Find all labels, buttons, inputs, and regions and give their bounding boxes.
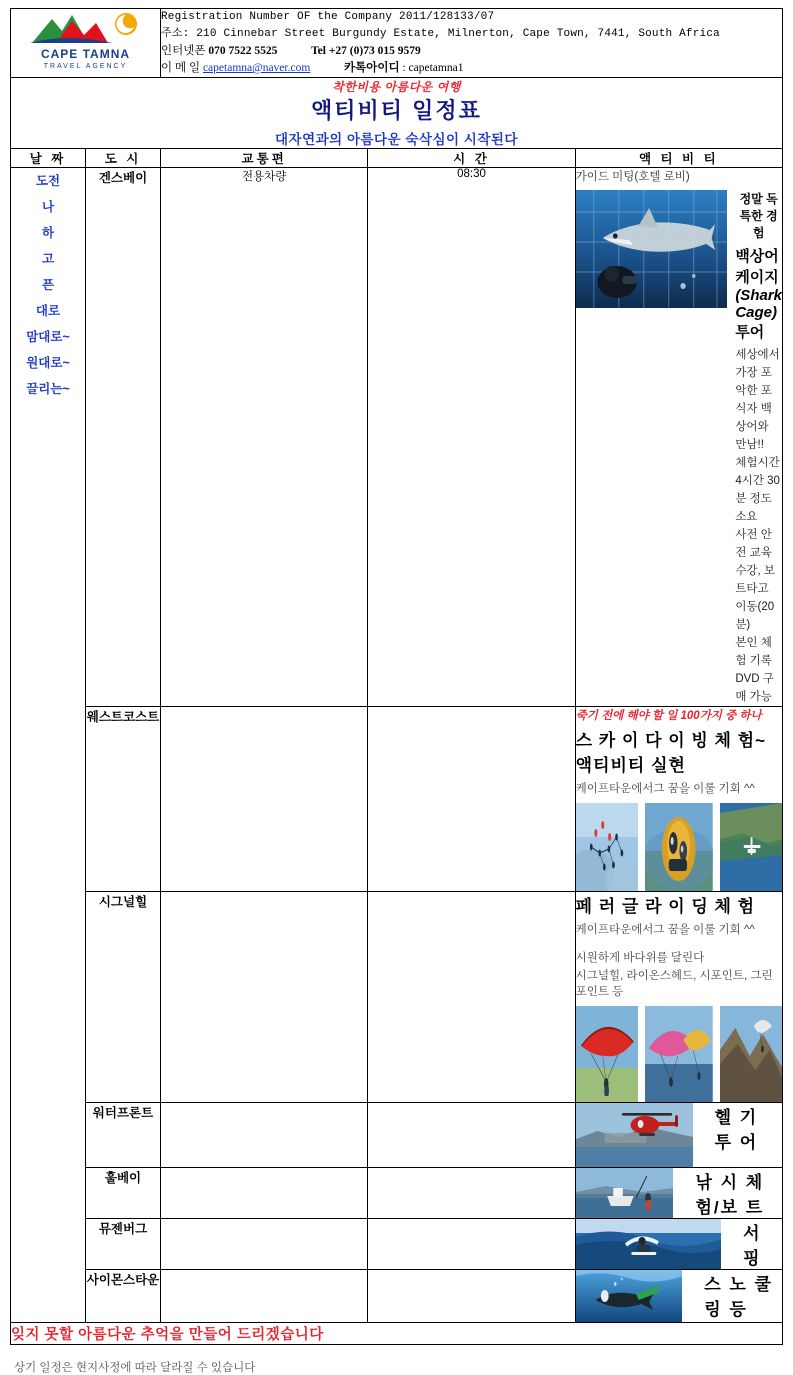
side-note-8: 끌리는~ xyxy=(26,382,70,396)
logo-company-tagline: TRAVEL AGENCY xyxy=(43,63,128,70)
time-muizenberg xyxy=(368,1219,575,1270)
logo-company-name: CAPE TAMNA xyxy=(40,47,131,61)
activity-shark-cage xyxy=(575,168,782,707)
shark-detail-2: 사전 안전 교육 수강, 보트타고 이동(20분) xyxy=(735,529,776,631)
title-tagline: 착한비용 아름다운 여행 xyxy=(332,80,461,94)
activity-skydiving xyxy=(575,707,782,892)
cape-tamna-logo-icon xyxy=(26,9,146,49)
skydive-subtitle: 케이프타운에서그 꿈을 이룰 기회 ^^ xyxy=(575,783,755,795)
skydive-title: 스 카 이 다 이 빙 체 험~ 액티비티 실현 xyxy=(575,731,767,775)
side-note-5: 대로 xyxy=(35,304,61,318)
helicopter-label: 헬 기 투 어 xyxy=(714,1108,759,1152)
side-note-1: 나 xyxy=(41,200,55,214)
fishing-label: 낚 시 체 험/보 트 xyxy=(695,1173,765,1217)
table-row xyxy=(11,1103,783,1168)
title-subtitle: 대자연과의 아름다운 숙삭심이 시작된다 xyxy=(275,132,518,147)
transport-signal-hill xyxy=(161,892,368,1103)
fishing-boat-photo xyxy=(576,1168,674,1218)
shark-detail-1: 체험시간 4시간 30분 정도 소요 xyxy=(735,457,780,523)
paraglide-title: 페 러 글 라 이 딩 체 험 xyxy=(575,897,756,916)
company-info-cell xyxy=(161,9,783,78)
column-header-time: 시 간 xyxy=(368,149,575,168)
time-signal-hill xyxy=(368,892,575,1103)
paraglide-line-2: 시원하게 바다위를 달린다 xyxy=(575,952,705,964)
side-note-6: 맘대로~ xyxy=(26,330,70,344)
paraglider-pink-photo xyxy=(645,1006,713,1102)
shark-cage-diver-photo xyxy=(576,190,728,308)
paraglider-cliff-photo xyxy=(720,1006,782,1102)
header-row xyxy=(11,9,783,78)
footer-note: 상기 일정은 현지사정에 따라 달라질 수 있습니다 xyxy=(14,1362,256,1374)
skydive-redline: 죽기 전에 해야 할 일 100가지 중 하나 xyxy=(575,710,762,722)
snorkeling-photo xyxy=(576,1270,683,1322)
transport-waterfront xyxy=(161,1103,368,1168)
transport-muizenberg xyxy=(161,1219,368,1270)
time-gansbaai: 08:30 xyxy=(368,168,575,707)
surfing-photo xyxy=(576,1219,721,1269)
shark-detail-0: 세상에서 가장 포악한 포식자 백상어와 만남!! xyxy=(735,349,780,451)
column-header-row xyxy=(11,149,783,168)
footer-cell xyxy=(11,1323,783,1345)
company-logo-cell xyxy=(11,9,161,78)
footer-message: 잊지 못할 아름다운 추억을 만들어 드리겠습니다 xyxy=(11,1327,324,1343)
side-note-2: 하 xyxy=(41,226,55,240)
registration-number: Registration Number OF the Company 2011/128133/07 xyxy=(161,11,495,23)
surfing-label: 서 핑 xyxy=(743,1224,762,1268)
activity-snorkeling xyxy=(575,1270,782,1323)
phone-value: 070 7522 5525 xyxy=(208,45,278,57)
title-row xyxy=(11,78,783,149)
itinerary-table xyxy=(10,8,783,1345)
shark-detail-3: 본인 체험 기록 DVD 구매 가능 xyxy=(735,637,774,703)
shark-title-en: (Shark Cage) xyxy=(735,287,782,321)
shark-title-tail: 투어 xyxy=(735,324,765,341)
table-row xyxy=(11,1219,783,1270)
tandem-skydive-photo xyxy=(645,803,713,891)
kakao-label: 카톡아이디 xyxy=(344,62,400,74)
footer-row xyxy=(11,1323,783,1345)
city-waterfront: 워터프론트 xyxy=(86,1103,161,1168)
column-header-transport: 교통편 xyxy=(161,149,368,168)
side-note-3: 고 xyxy=(41,252,55,266)
paraglide-subtitle: 케이프타운에서그 꿈을 이룰 기회 ^^ xyxy=(575,924,755,936)
transport-hout-bay xyxy=(161,1168,368,1219)
table-row xyxy=(11,1270,783,1323)
side-note-4: 픈 xyxy=(41,278,55,292)
kakao-value: : capetamna1 xyxy=(402,62,464,74)
paraglider-red-photo xyxy=(576,1006,638,1102)
city-signal-hill: 시그널힐 xyxy=(86,892,161,1103)
city-simons-town: 사이몬스타운 xyxy=(86,1270,161,1323)
email-label: 이 메 일 xyxy=(161,62,201,74)
transport-west-coast xyxy=(161,707,368,892)
city-gansbaai: 겐스베이 xyxy=(86,168,161,707)
helicopter-tour-photo xyxy=(576,1103,693,1167)
transport-gansbaai: 전용차량 xyxy=(161,168,368,707)
table-row xyxy=(11,168,783,707)
time-waterfront xyxy=(368,1103,575,1168)
tel-label: Tel xyxy=(311,45,326,57)
transport-simons-town xyxy=(161,1270,368,1323)
shark-title-ko: 백상어 케이지 xyxy=(735,248,779,286)
activity-helicopter xyxy=(575,1103,782,1168)
aerial-coastline-photo xyxy=(720,803,782,891)
paraglide-line-3: 시그널힐, 라이온스헤드, 시포인트, 그린포인트 등 xyxy=(575,970,773,998)
table-row xyxy=(11,892,783,1103)
city-muizenberg: 뮤젠버그 xyxy=(86,1219,161,1270)
activity-paragliding xyxy=(575,892,782,1103)
time-west-coast xyxy=(368,707,575,892)
table-row xyxy=(11,1168,783,1219)
column-header-city: 도 시 xyxy=(86,149,161,168)
column-header-date: 날 짜 xyxy=(11,149,86,168)
shark-headline: 정말 독특한 경험 xyxy=(739,192,778,240)
table-row xyxy=(11,707,783,892)
company-address: 주소: 210 Cinnebar Street Burgundy Estate, Milnerton, Cape Town, 7441, South Africa xyxy=(161,28,720,40)
side-note-cell xyxy=(11,168,86,1323)
guide-meeting-note: 가이드 미팅(호텔 로비) xyxy=(575,171,690,183)
tel-value: +27 (0)73 015 9579 xyxy=(328,45,421,57)
side-note-7: 원대로~ xyxy=(26,356,70,370)
email-value[interactable]: capetamna@naver.com xyxy=(202,62,311,74)
snorkeling-label: 스 노 쿨 링 등 xyxy=(704,1275,773,1319)
activity-fishing xyxy=(575,1168,782,1219)
skydive-formation-photo xyxy=(576,803,638,891)
page-title: 액티비티 일정표 xyxy=(311,98,482,123)
time-hout-bay xyxy=(368,1168,575,1219)
time-simons-town xyxy=(368,1270,575,1323)
column-header-activity: 액 티 비 티 xyxy=(575,149,782,168)
phone-label: 인터넷폰 xyxy=(161,45,206,57)
city-hout-bay: 훌베이 xyxy=(86,1168,161,1219)
activity-surfing xyxy=(575,1219,782,1270)
city-west-coast: 웨스트코스트 xyxy=(86,707,161,892)
side-note-0: 도전 xyxy=(35,174,61,188)
title-cell xyxy=(11,78,783,149)
